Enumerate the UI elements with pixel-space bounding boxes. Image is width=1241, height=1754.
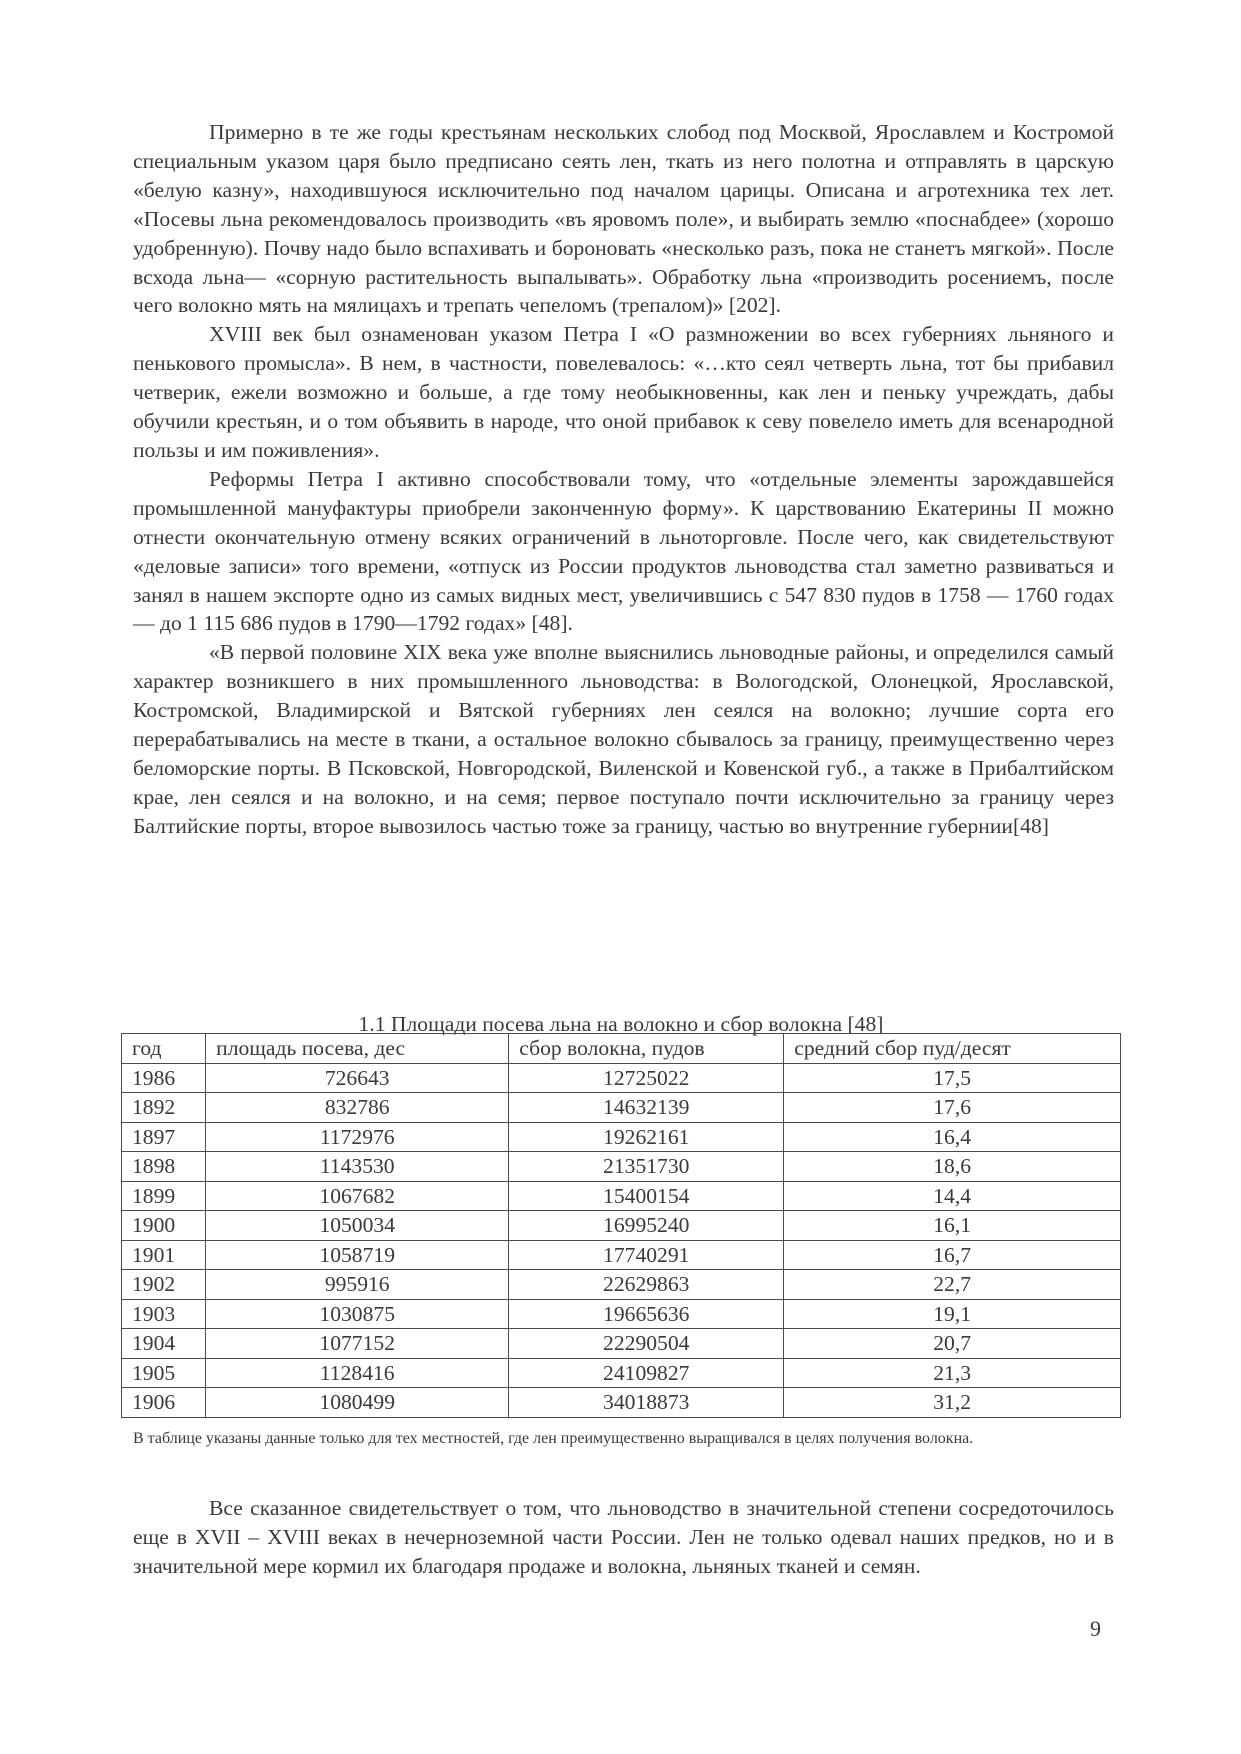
table-note: В таблице указаны данные только для тех местностей, где лен преимущественно выращивался в целях получения волокна. — [133, 1430, 974, 1447]
cell-year: 1986 — [122, 1063, 206, 1093]
cell-area: 1128416 — [206, 1358, 509, 1388]
cell-yield: 22629863 — [509, 1270, 784, 1300]
cell-area: 1058719 — [206, 1240, 509, 1270]
table-row — [122, 1299, 1121, 1329]
cell-area: 1050034 — [206, 1211, 509, 1241]
cell-yield: 19665636 — [509, 1299, 784, 1329]
table-caption: 1.1 Площади посева льна на волокно и сбор волокна [48] — [358, 1012, 884, 1036]
cell-yield: 15400154 — [509, 1181, 784, 1211]
header-average: средний сбор пуд/десят — [784, 1034, 1121, 1064]
body-text — [133, 118, 1114, 841]
table-row — [122, 1388, 1121, 1418]
cell-yield: 14632139 — [509, 1093, 784, 1123]
cell-average: 22,7 — [784, 1270, 1121, 1300]
cell-area: 832786 — [206, 1093, 509, 1123]
cell-year: 1900 — [122, 1211, 206, 1241]
cell-area: 1143530 — [206, 1152, 509, 1182]
table-row — [122, 1270, 1121, 1300]
cell-average: 16,1 — [784, 1211, 1121, 1241]
cell-average: 16,7 — [784, 1240, 1121, 1270]
cell-yield: 19262161 — [509, 1122, 784, 1152]
table-row — [122, 1329, 1121, 1359]
cell-area: 1067682 — [206, 1181, 509, 1211]
cell-area: 726643 — [206, 1063, 509, 1093]
closing-paragraph: Все сказанное свидетельствует о том, что льноводство в значительной степени сосредоточилось еще в XVII – XVIII веках в нечерноземной части России. Лен не только одевал наших предков, но и в значительной мере кормил их благодаря продаже и волокна, льняных тканей и семян. — [133, 1496, 1114, 1578]
cell-year: 1903 — [122, 1299, 206, 1329]
cell-yield: 21351730 — [509, 1152, 784, 1182]
table-row — [122, 1181, 1121, 1211]
cell-year: 1897 — [122, 1122, 206, 1152]
cell-yield: 12725022 — [509, 1063, 784, 1093]
table-header-row — [122, 1034, 1121, 1064]
table-body — [122, 1063, 1121, 1417]
header-year: год — [122, 1034, 206, 1064]
cell-average: 31,2 — [784, 1388, 1121, 1418]
cell-area: 1077152 — [206, 1329, 509, 1359]
cell-year: 1906 — [122, 1388, 206, 1418]
cell-year: 1899 — [122, 1181, 206, 1211]
cell-average: 16,4 — [784, 1122, 1121, 1152]
cell-year: 1904 — [122, 1329, 206, 1359]
paragraph-3: Реформы Петра I активно способствовали тому, что «отдельные элементы зарождавшейся промышленной мануфактуры приобрели законченную форму». К царствованию Екатерины II можно отнести окончательную отмену всяких ограничений в льноторговле. После чего, как свидетельствуют «деловые записи» того времени, «отпуск из России продуктов льноводства стал заметно развиваться и занял в нашем экспорте одно из самых видных мест, увеличившись с 547 830 пудов в 1758 — 1760 годах — до 1 115 686 пудов в 1790—1792 годах» [48]. — [133, 466, 1114, 636]
cell-average: 14,4 — [784, 1181, 1121, 1211]
cell-year: 1902 — [122, 1270, 206, 1300]
table-row — [122, 1152, 1121, 1182]
cell-area: 1172976 — [206, 1122, 509, 1152]
cell-year: 1898 — [122, 1152, 206, 1182]
cell-year: 1901 — [122, 1240, 206, 1270]
table-row — [122, 1063, 1121, 1093]
header-area: площадь посева, дес — [206, 1034, 509, 1064]
cell-average: 20,7 — [784, 1329, 1121, 1359]
cell-area: 1030875 — [206, 1299, 509, 1329]
cell-average: 17,5 — [784, 1063, 1121, 1093]
table-row — [122, 1093, 1121, 1123]
cell-average: 18,6 — [784, 1152, 1121, 1182]
paragraph-1: Примерно в те же годы крестьянам нескольких слобод под Москвой, Ярославлем и Костромой специальным указом царя было предписано сеять лен, ткать из него полотна и отправлять в царскую «белую казну», находившуюся исключительно под началом царицы. Описана и агротехника тех лет. «Посевы льна рекомендовалось производить «въ яровомъ поле», и выбирать землю «поснабдее» (хорошо удобренную). Почву надо было вспахивать и бороновать «несколько разъ, пока не станетъ мягкой». После всхода льна— «сорную растительность выпалывать». Обработку льна «производить росениемъ, после чего волокно мять на мялицахъ и трепать чепеломъ (трепалом)» [202]. — [133, 120, 1114, 318]
header-yield: сбор волокна, пудов — [509, 1034, 784, 1064]
cell-yield: 34018873 — [509, 1388, 784, 1418]
paragraph-4: «В первой половине XIX века уже вполне выяснились льноводные районы, и определился самый характер возникшего в них промышленного льноводства: в Вологодской, Олонецкой, Ярославской, Костромской, Владимирской и Вятской губерниях лен сеялся на волокно; лучшие сорта его перерабатывались на месте в ткани, а остальное волокно сбывалось за границу, преимущественно через беломорские порты. В Псковской, Новгородской, Виленской и Ковенской губ., а также в Прибалтийском крае, лен сеялся и на волокно, и на семя; первое поступало почти исключительно за границу через Балтийские порты, второе вывозилось частью тоже за границу, частью во внутренние губернии[48] — [133, 640, 1114, 838]
table-row — [122, 1240, 1121, 1270]
cell-yield: 16995240 — [509, 1211, 784, 1241]
cell-yield: 17740291 — [509, 1240, 784, 1270]
cell-area: 1080499 — [206, 1388, 509, 1418]
table-row — [122, 1211, 1121, 1241]
cell-year: 1905 — [122, 1358, 206, 1388]
paragraph-2: XVIII век был ознаменован указом Петра I «О размножении во всех губерниях льняного и пенькового промысла». В нем, в частности, повелевалось: «…кто сеял четверть льна, тот бы прибавил четверик, ежели возможно и больше, а где тому необыкновенны, как лен и пеньку учреждать, дабы обучили крестьян, и о том объявить в народе, что оной прибавок к севу повелело иметь для всенародной пользы и им поживления». — [133, 322, 1114, 462]
cell-average: 17,6 — [784, 1093, 1121, 1123]
page-number: 9 — [1090, 1616, 1101, 1641]
cell-year: 1892 — [122, 1093, 206, 1123]
cell-average: 19,1 — [784, 1299, 1121, 1329]
table-row — [122, 1358, 1121, 1388]
closing-text — [133, 1494, 1114, 1581]
cell-yield: 24109827 — [509, 1358, 784, 1388]
table-row — [122, 1122, 1121, 1152]
flax-data-table — [121, 1033, 1121, 1418]
cell-area: 995916 — [206, 1270, 509, 1300]
cell-average: 21,3 — [784, 1358, 1121, 1388]
cell-yield: 22290504 — [509, 1329, 784, 1359]
